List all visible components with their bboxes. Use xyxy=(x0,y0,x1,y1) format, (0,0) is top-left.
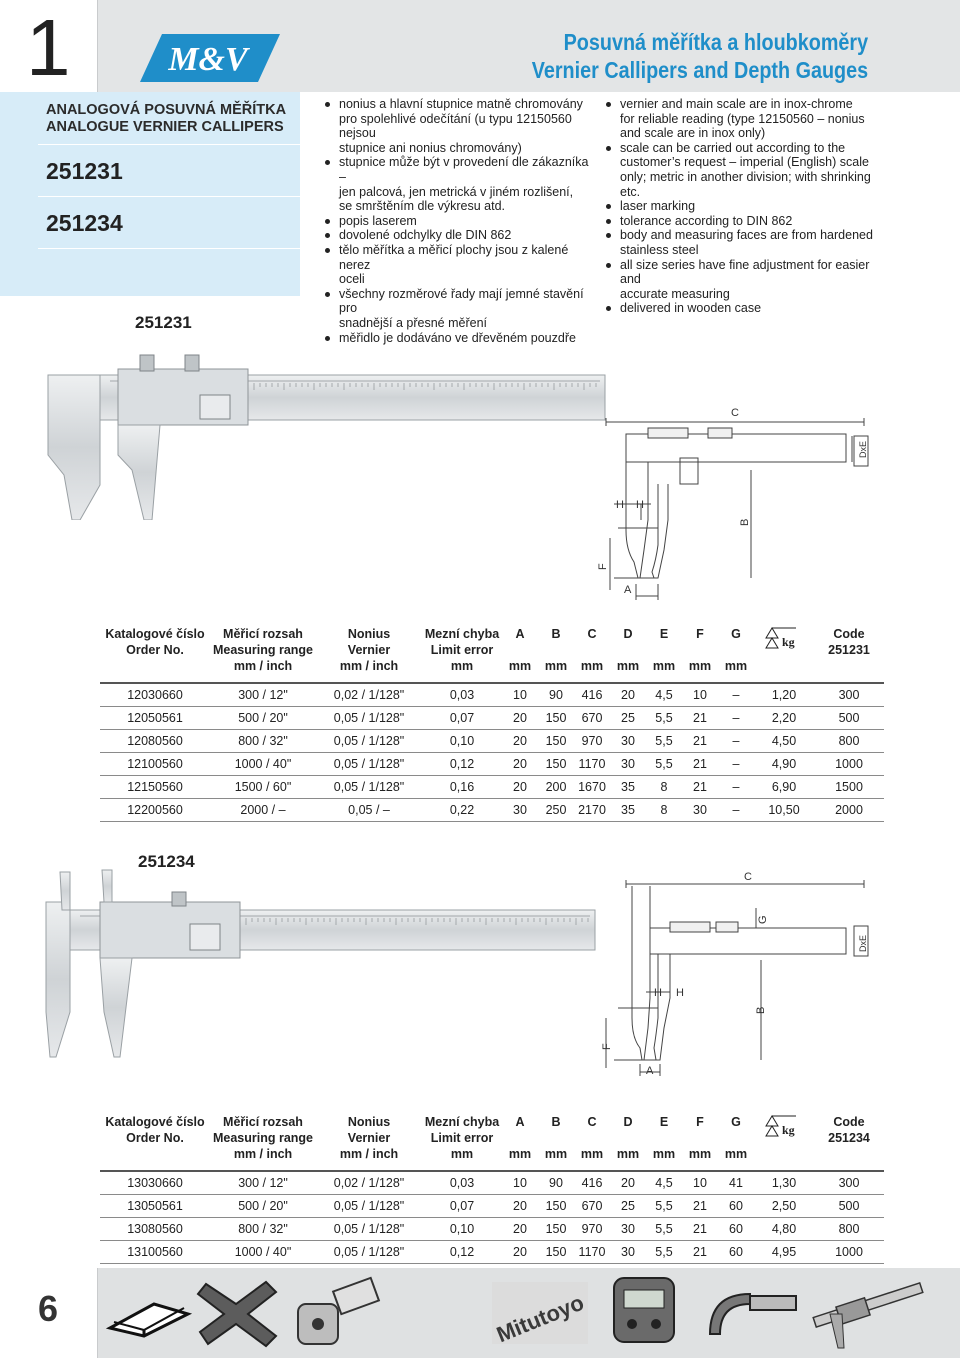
table-cell: 0,12 xyxy=(422,1240,502,1263)
feature-item: for reliable reading (type 12150560 – nonius xyxy=(620,111,865,126)
table-cell: 4,50 xyxy=(754,729,814,752)
col-c: C mm xyxy=(580,627,604,673)
table-cell: 12100560 xyxy=(100,752,210,775)
table-cell: 150 xyxy=(538,706,574,729)
feature-item: všechny rozměrové řady mají jemné stavění pro xyxy=(325,287,595,316)
table-cell: 0,05 / 1/128" xyxy=(316,752,422,775)
table-cell: 150 xyxy=(538,1217,574,1240)
col-f: F mm xyxy=(688,1115,712,1161)
table-cell: 12080560 xyxy=(100,729,210,752)
scale-kg-icon xyxy=(764,1114,804,1138)
section-label-251234: 251234 xyxy=(138,852,195,871)
page-footer xyxy=(0,1268,960,1358)
table-cell: 10 xyxy=(502,683,538,706)
table-row xyxy=(100,1217,884,1240)
table-cell: 30 xyxy=(610,752,646,775)
feature-item: se smrštěním dle výkresu atd. xyxy=(339,199,506,214)
dim-label-c: C xyxy=(731,407,739,419)
feature-item: pro spolehlivé odečítání (u typu 12150560 nejsou xyxy=(339,111,572,141)
table-row xyxy=(100,752,884,775)
micrometer-icon[interactable] xyxy=(700,1274,800,1352)
table-cell: 300 xyxy=(814,683,884,706)
table-row xyxy=(100,1240,884,1263)
feature-item: stainless steel xyxy=(620,242,699,257)
table-cell: 20 xyxy=(502,729,538,752)
table-cell: 30 xyxy=(610,1240,646,1263)
table-cell: 500 xyxy=(814,706,884,729)
table-row xyxy=(100,683,884,706)
table-cell: 20 xyxy=(502,1194,538,1217)
table-cell: 1170 xyxy=(574,1240,610,1263)
dim-label-c: C xyxy=(744,871,752,883)
table-cell: 25 xyxy=(610,706,646,729)
feature-item: customer’s request – imperial (English) scale xyxy=(620,155,869,170)
table-cell: 13080560 xyxy=(100,1217,210,1240)
table-cell: 0,03 xyxy=(422,1171,502,1194)
category-title-en: ANALOGUE VERNIER CALLIPERS xyxy=(46,119,284,135)
col-e: E mm xyxy=(652,627,676,673)
brand-logo-icon[interactable] xyxy=(490,1274,590,1352)
table-cell: 1000 xyxy=(814,752,884,775)
svg-text:kg: kg xyxy=(782,635,795,649)
table-cell: 0,05 / 1/128" xyxy=(316,1194,422,1217)
gauge-pin-icon[interactable] xyxy=(292,1274,388,1352)
table-cell: 0,10 xyxy=(422,729,502,752)
col-b: B mm xyxy=(544,627,568,673)
table-cell: 20 xyxy=(610,683,646,706)
table-cell: 800 / 32" xyxy=(210,1217,316,1240)
table-cell: 21 xyxy=(682,729,718,752)
col-code: Code 251234 xyxy=(828,1115,870,1145)
category-title-cz: ANALOGOVÁ POSUVNÁ MĚŘÍTKA xyxy=(46,102,287,118)
feature-item: stupnice může být v provedení dle zákazníka – xyxy=(325,155,595,184)
col-f: F mm xyxy=(688,627,712,673)
table-row xyxy=(100,1171,884,1194)
feature-item: stupnice ani nonius chromovány) xyxy=(339,140,522,155)
feature-item: snadnější a přesné měření xyxy=(339,315,488,330)
table-cell: 0,03 xyxy=(422,683,502,706)
table-row xyxy=(100,1194,884,1217)
table-cell: 0,16 xyxy=(422,775,502,798)
table-cell: – xyxy=(718,798,754,821)
product-code-2: 251234 xyxy=(46,210,123,236)
table-cell: 670 xyxy=(574,1194,610,1217)
table-cell: 300 xyxy=(814,1171,884,1194)
dimension-diagram-251231 xyxy=(596,400,876,600)
table-cell: – xyxy=(718,683,754,706)
table-cell: 800 xyxy=(814,729,884,752)
table-cell: 30 xyxy=(682,798,718,821)
table-cell: 1500 / 60" xyxy=(210,775,316,798)
caliper-icon[interactable] xyxy=(808,1274,928,1352)
table-cell: 12030660 xyxy=(100,683,210,706)
feature-item: delivered in wooden case xyxy=(606,301,886,316)
table-cell: 21 xyxy=(682,775,718,798)
table-row xyxy=(100,706,884,729)
table-cell: 2,20 xyxy=(754,706,814,729)
col-order-no: Katalogové číslo Order No. xyxy=(105,1115,205,1145)
book-icon[interactable] xyxy=(104,1274,194,1352)
dim-label-h2: H xyxy=(636,499,644,511)
feature-item: dovolené odchylky dle DIN 862 xyxy=(325,228,595,243)
table-cell: 416 xyxy=(574,1171,610,1194)
dim-label-f: F xyxy=(597,563,609,570)
chapter-number: 1 xyxy=(26,3,69,92)
mv-logo xyxy=(140,34,280,82)
table-cell: 1500 xyxy=(814,775,884,798)
col-weight xyxy=(754,1114,814,1162)
digital-indicator-icon[interactable] xyxy=(600,1274,690,1352)
feature-item: jen palcová, jen metrická v jiném rozlišení, xyxy=(339,184,574,199)
title-cz: Posuvná měřítka a hloubkoměry xyxy=(563,29,868,55)
table-cell: 5,5 xyxy=(646,706,682,729)
table-cell: 4,90 xyxy=(754,752,814,775)
divider xyxy=(38,248,300,249)
table-cell: 0,02 / 1/128" xyxy=(316,683,422,706)
table-cell: 6,90 xyxy=(754,775,814,798)
table-row xyxy=(100,798,884,821)
header-title xyxy=(532,28,868,84)
table-cell: 20 xyxy=(502,1240,538,1263)
table-cell: 35 xyxy=(610,775,646,798)
feature-item: vernier and main scale are in inox-chrome xyxy=(606,97,886,112)
dim-label-a: A xyxy=(624,584,632,596)
table-cell: 0,05 / – xyxy=(316,798,422,821)
table-cell: 8 xyxy=(646,775,682,798)
table-cell: – xyxy=(718,775,754,798)
table-cell: 0,07 xyxy=(422,706,502,729)
table-cell: 90 xyxy=(538,683,574,706)
table-cell: 30 xyxy=(610,729,646,752)
col-g: G mm xyxy=(724,627,748,673)
dim-label-a: A xyxy=(646,1065,654,1077)
col-code: Code 251231 xyxy=(828,627,870,657)
dim-label-b: B xyxy=(739,518,751,526)
spec-table-251231 xyxy=(100,626,884,822)
col-c: C mm xyxy=(580,1115,604,1161)
table-cell: 0,05 / 1/128" xyxy=(316,1240,422,1263)
svg-text:kg: kg xyxy=(782,1123,795,1137)
col-d: D mm xyxy=(616,627,640,673)
feature-item: accurate measuring xyxy=(620,286,730,301)
feature-item: nonius a hlavní stupnice matně chromovány xyxy=(325,97,595,112)
table-cell: 4,5 xyxy=(646,683,682,706)
table-cell: 1000 / 40" xyxy=(210,1240,316,1263)
table-cell: 41 xyxy=(718,1171,754,1194)
table-cell: 1,20 xyxy=(754,683,814,706)
col-range: Měřicí rozsah Measuring range mm / inch xyxy=(212,627,314,673)
table-cell: 60 xyxy=(718,1194,754,1217)
table-cell: 0,07 xyxy=(422,1194,502,1217)
table-cell: 2000 xyxy=(814,798,884,821)
brand-logo-text: Mitutoyo xyxy=(493,1289,588,1348)
table-cell: 21 xyxy=(682,1217,718,1240)
col-range: Měřicí rozsah Measuring range mm / inch xyxy=(212,1115,314,1161)
table-cell: 12050561 xyxy=(100,706,210,729)
chapter-box xyxy=(0,0,98,92)
col-nonius: Nonius Vernier mm / inch xyxy=(339,627,399,673)
dim-label-dxe: DxE xyxy=(858,440,868,458)
table-cell: 0,05 / 1/128" xyxy=(316,729,422,752)
col-g: G mm xyxy=(724,1115,748,1161)
table-cell: 20 xyxy=(502,775,538,798)
col-weight xyxy=(754,626,814,674)
table-cell: 10,50 xyxy=(754,798,814,821)
table-cell: 30 xyxy=(610,1217,646,1240)
caliper-photo-251231 xyxy=(40,345,610,520)
product-category-title xyxy=(46,102,286,136)
col-limit: Mezní chyba Limit error mm xyxy=(424,627,500,673)
table-cell: 8 xyxy=(646,798,682,821)
col-e: E mm xyxy=(652,1115,676,1161)
table-cell: 35 xyxy=(610,798,646,821)
feature-item: and scale are in inox only) xyxy=(620,126,766,141)
dimension-diagram-251234 xyxy=(596,868,876,1078)
table-cell: 250 xyxy=(538,798,574,821)
col-order-no: Katalogové číslo Order No. xyxy=(105,627,205,657)
table-cell: 150 xyxy=(538,1240,574,1263)
product-panel xyxy=(0,92,300,296)
col-d: D mm xyxy=(616,1115,640,1161)
table-cell: 13030660 xyxy=(100,1171,210,1194)
table-cell: 4,5 xyxy=(646,1171,682,1194)
feature-item: tolerance according to DIN 862 xyxy=(606,214,886,229)
table-row xyxy=(100,775,884,798)
scale-kg-icon xyxy=(764,626,804,650)
table-cell: 2,50 xyxy=(754,1194,814,1217)
col-limit: Mezní chyba Limit error mm xyxy=(424,1115,500,1161)
dim-label-h1: H xyxy=(654,987,662,999)
feature-item: popis laserem xyxy=(325,214,595,229)
table-cell: 2170 xyxy=(574,798,610,821)
divider xyxy=(38,144,300,145)
table-cell: 970 xyxy=(574,729,610,752)
dim-label-f: F xyxy=(601,1043,613,1050)
dim-label-h1: H xyxy=(616,499,624,511)
table-cell: 5,5 xyxy=(646,1194,682,1217)
table-cell: 0,22 xyxy=(422,798,502,821)
table-cell: 21 xyxy=(682,706,718,729)
col-nonius: Nonius Vernier mm / inch xyxy=(339,1115,399,1161)
caliper-photo-251234 xyxy=(40,862,600,1062)
table-cell: 1,30 xyxy=(754,1171,814,1194)
logo-text: M&V xyxy=(168,41,248,78)
table-cell: 10 xyxy=(502,1171,538,1194)
table-cell: 13050561 xyxy=(100,1194,210,1217)
divider xyxy=(38,196,300,197)
col-a: A mm xyxy=(508,627,532,673)
feature-item: all size series have fine adjustment for easier and xyxy=(606,258,886,287)
feature-item: oceli xyxy=(339,272,365,287)
feature-item: laser marking xyxy=(606,199,886,214)
table-cell: 970 xyxy=(574,1217,610,1240)
table-cell: 1170 xyxy=(574,752,610,775)
feature-list-cz xyxy=(325,97,595,345)
table-cell: 21 xyxy=(682,752,718,775)
table-cell: – xyxy=(718,752,754,775)
dim-label-h2: H xyxy=(676,987,684,999)
table-cell: 0,05 / 1/128" xyxy=(316,775,422,798)
table-cell: 21 xyxy=(682,1194,718,1217)
table-cell: 0,02 / 1/128" xyxy=(316,1171,422,1194)
feature-item: tělo měřítka a měřicí plochy jsou z kalené nerez xyxy=(325,243,595,272)
table-cell: 0,12 xyxy=(422,752,502,775)
table-cell: 150 xyxy=(538,752,574,775)
table-cell: 150 xyxy=(538,1194,574,1217)
page-number: 6 xyxy=(38,1288,59,1329)
table-cell: 300 / 12" xyxy=(210,1171,316,1194)
dim-label-b: B xyxy=(755,1006,767,1014)
table-cell: – xyxy=(718,706,754,729)
table-cell: 20 xyxy=(502,1217,538,1240)
table-cell: 0,05 / 1/128" xyxy=(316,706,422,729)
dim-label-dxe: DxE xyxy=(858,934,868,952)
table-cell: 20 xyxy=(502,706,538,729)
table-cell: 90 xyxy=(538,1171,574,1194)
table-cell: 500 / 20" xyxy=(210,1194,316,1217)
table-cell: 416 xyxy=(574,683,610,706)
table-cell: 1000 / 40" xyxy=(210,752,316,775)
table-cell: 200 xyxy=(538,775,574,798)
page-number-box xyxy=(0,1268,98,1358)
table-cell: 800 xyxy=(814,1217,884,1240)
dim-label-g: G xyxy=(757,915,769,924)
section-label-251231: 251231 xyxy=(135,313,192,332)
table-cell: 0,10 xyxy=(422,1217,502,1240)
title-en: Vernier Callipers and Depth Gauges xyxy=(531,57,868,83)
table-cell: 500 xyxy=(814,1194,884,1217)
table-cell: 20 xyxy=(502,752,538,775)
caliper-jaw-icon[interactable] xyxy=(196,1274,286,1352)
table-row xyxy=(100,729,884,752)
table-cell: 12200560 xyxy=(100,798,210,821)
table-cell: 60 xyxy=(718,1217,754,1240)
table-cell: 25 xyxy=(610,1194,646,1217)
table-cell: 500 / 20" xyxy=(210,706,316,729)
feature-item: only; metric in another division; with shrinking etc. xyxy=(620,169,871,199)
col-a: A mm xyxy=(508,1115,532,1161)
table-cell: 4,80 xyxy=(754,1217,814,1240)
feature-item: měřidlo je dodáváno ve dřevěném pouzdře xyxy=(325,331,595,346)
table-cell: 5,5 xyxy=(646,729,682,752)
col-b: B mm xyxy=(544,1115,568,1161)
table-cell: 2000 / – xyxy=(210,798,316,821)
table-cell: 300 / 12" xyxy=(210,683,316,706)
page-header xyxy=(0,0,960,92)
table-cell: 5,5 xyxy=(646,1240,682,1263)
table-cell: 4,95 xyxy=(754,1240,814,1263)
table-cell: 60 xyxy=(718,1240,754,1263)
table-cell: 0,05 / 1/128" xyxy=(316,1217,422,1240)
feature-list-en xyxy=(606,97,886,316)
table-cell: – xyxy=(718,729,754,752)
table-cell: 800 / 32" xyxy=(210,729,316,752)
table-cell: 10 xyxy=(682,1171,718,1194)
table-cell: 12150560 xyxy=(100,775,210,798)
table-cell: 1000 xyxy=(814,1240,884,1263)
table-cell: 670 xyxy=(574,706,610,729)
table-cell: 30 xyxy=(502,798,538,821)
table-cell: 13100560 xyxy=(100,1240,210,1263)
feature-item: body and measuring faces are from hardened xyxy=(606,228,886,243)
table-cell: 5,5 xyxy=(646,752,682,775)
table-cell: 1670 xyxy=(574,775,610,798)
table-cell: 5,5 xyxy=(646,1217,682,1240)
feature-item: scale can be carried out according to the xyxy=(606,141,886,156)
table-cell: 21 xyxy=(682,1240,718,1263)
table-cell: 10 xyxy=(682,683,718,706)
product-code-1: 251231 xyxy=(46,158,123,184)
spec-table-251234 xyxy=(100,1114,884,1264)
table-cell: 20 xyxy=(610,1171,646,1194)
table-cell: 150 xyxy=(538,729,574,752)
